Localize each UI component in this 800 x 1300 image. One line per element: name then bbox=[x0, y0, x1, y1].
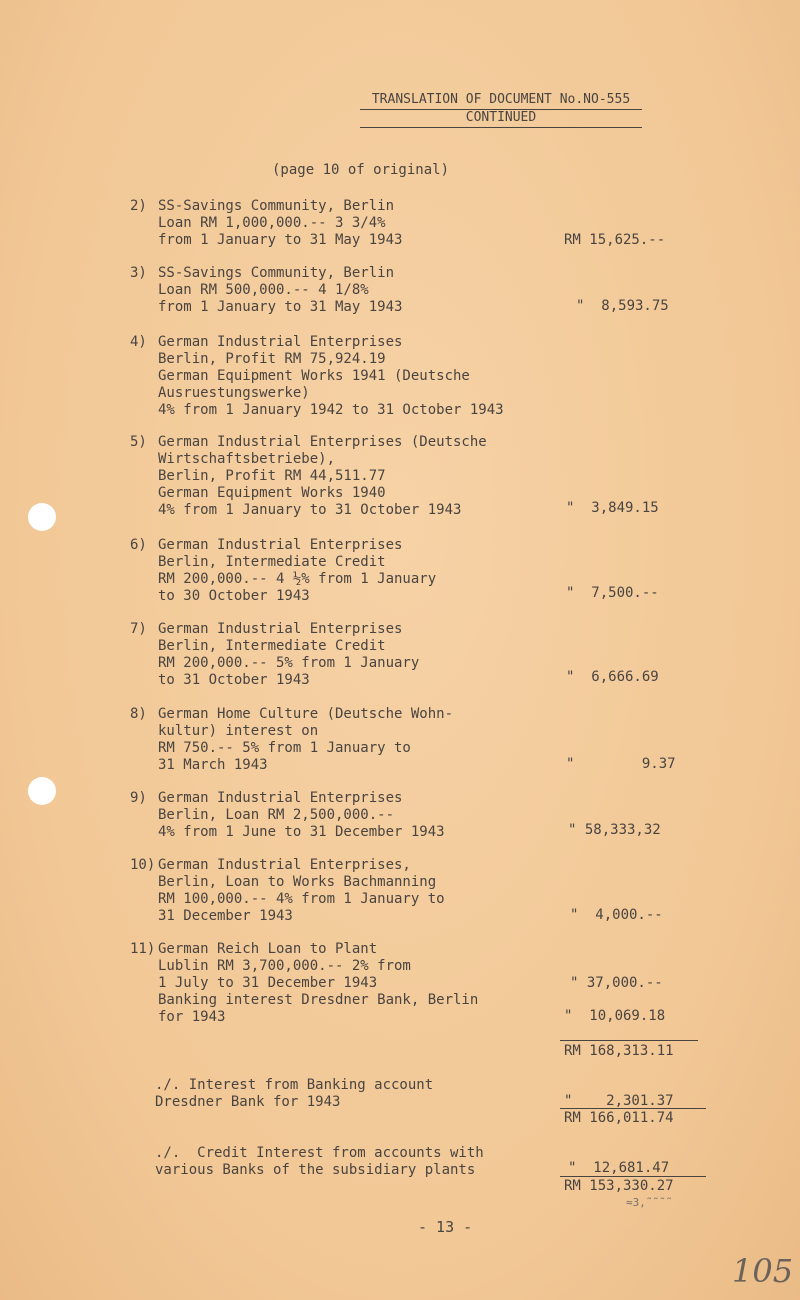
page-note: (page 10 of original) bbox=[272, 162, 450, 178]
entry-line: German Industrial Enterprises, bbox=[158, 857, 411, 873]
entry-amount: " 37,000.-- bbox=[570, 975, 663, 991]
deduction-line: Dresdner Bank for 1943 bbox=[155, 1094, 341, 1110]
entry-line: to 30 October 1943 bbox=[158, 588, 310, 604]
deduction-2-text bbox=[155, 1145, 484, 1179]
entry-4 bbox=[130, 334, 590, 419]
entry-line: 4% from 1 June to 31 December 1943 bbox=[158, 824, 445, 840]
entry-line: RM 200,000.-- 5% from 1 January bbox=[158, 655, 420, 671]
deduction-line: ./. Credit Interest from accounts with bbox=[155, 1145, 484, 1161]
entry-line: 31 December 1943 bbox=[158, 908, 293, 924]
entry-number: 6) bbox=[130, 537, 147, 553]
entry-number: 11) bbox=[130, 941, 156, 957]
entry-line: 31 March 1943 bbox=[158, 757, 268, 773]
entry-6 bbox=[130, 537, 590, 605]
entry-number: 3) bbox=[130, 265, 147, 281]
deduction-2-amount: " 12,681.47 bbox=[568, 1160, 670, 1176]
entry-amount: " 8,593.75 bbox=[576, 298, 669, 314]
entry-amount: " 7,500.-- bbox=[566, 585, 659, 601]
entry-number: 7) bbox=[130, 621, 147, 637]
entry-line: German Industrial Enterprises bbox=[158, 537, 403, 553]
entry-line: German Equipment Works 1941 (Deutsche bbox=[158, 368, 470, 384]
entry-line: 1 July to 31 December 1943 bbox=[158, 975, 378, 991]
entry-line: Berlin, Profit RM 44,511.77 bbox=[158, 468, 386, 484]
entry-line: Berlin, Loan RM 2,500,000.-- bbox=[158, 807, 395, 823]
entry-line: 4% from 1 January 1942 to 31 October 1943 bbox=[158, 402, 504, 418]
header-title: TRANSLATION OF DOCUMENT No.NO-555 bbox=[360, 92, 642, 110]
entry-line: 4% from 1 January to 31 October 1943 bbox=[158, 502, 462, 518]
deduction-1-text bbox=[155, 1077, 433, 1111]
entry-line: Berlin, Intermediate Credit bbox=[158, 554, 386, 570]
entry-line: German Industrial Enterprises (Deutsche bbox=[158, 434, 487, 450]
entry-line: RM 750.-- 5% from 1 January to bbox=[158, 740, 411, 756]
entry-number: 5) bbox=[130, 434, 147, 450]
entry-line: to 31 October 1943 bbox=[158, 672, 310, 688]
entry-line: German Industrial Enterprises bbox=[158, 334, 403, 350]
entry-line: Loan RM 1,000,000.-- 3 3/4% bbox=[158, 215, 386, 231]
subtotal-rule bbox=[560, 1040, 698, 1041]
deduction-2-result: RM 153,330.27 bbox=[564, 1178, 674, 1194]
entry-number: 9) bbox=[130, 790, 147, 806]
document-header bbox=[360, 92, 642, 128]
deduction-1-result: RM 166,011.74 bbox=[564, 1110, 674, 1126]
handwritten-number: 105 bbox=[732, 1252, 794, 1290]
entry-line: for 1943 bbox=[158, 1009, 226, 1025]
punch-hole bbox=[28, 503, 56, 531]
entry-11 bbox=[130, 941, 590, 1026]
entry-line: Berlin, Profit RM 75,924.19 bbox=[158, 351, 386, 367]
entry-line: Wirtschaftsbetriebe), bbox=[158, 451, 336, 467]
entry-line: from 1 January to 31 May 1943 bbox=[158, 299, 403, 315]
entry-amount: " 9.37 bbox=[566, 756, 676, 772]
entry-3 bbox=[130, 265, 590, 316]
entry-9 bbox=[130, 790, 590, 841]
subtotal-amount: RM 168,313.11 bbox=[564, 1043, 674, 1059]
entry-line: Berlin, Loan to Works Bachmanning bbox=[158, 874, 437, 890]
entry-line: RM 200,000.-- 4 ½% from 1 January bbox=[158, 571, 437, 587]
entry-amount: RM 15,625.-- bbox=[564, 232, 666, 248]
entry-amount: " 6,666.69 bbox=[566, 669, 659, 685]
entry-2 bbox=[130, 198, 590, 249]
entry-line: from 1 January to 31 May 1943 bbox=[158, 232, 403, 248]
punch-hole bbox=[28, 777, 56, 805]
entry-line: Ausruestungswerke) bbox=[158, 385, 310, 401]
entry-amount: " 58,333,32 bbox=[568, 822, 661, 838]
entry-10 bbox=[130, 857, 590, 925]
entry-amount: " 4,000.-- bbox=[570, 907, 663, 923]
entry-line: German Equipment Works 1940 bbox=[158, 485, 386, 501]
deduction-2-rule bbox=[560, 1176, 706, 1177]
deduction-line: ./. Interest from Banking account bbox=[155, 1077, 434, 1093]
entry-line: Berlin, Intermediate Credit bbox=[158, 638, 386, 654]
pencil-scribble: ≈3,̃ ̃ ̃ ̃ bbox=[626, 1196, 666, 1209]
entry-number: 10) bbox=[130, 857, 156, 873]
entry-line: Loan RM 500,000.-- 4 1/8% bbox=[158, 282, 369, 298]
header-continued: CONTINUED bbox=[360, 110, 642, 128]
deduction-1-rule bbox=[560, 1108, 706, 1109]
entry-line: Lublin RM 3,700,000.-- 2% from bbox=[158, 958, 411, 974]
page-number: - 13 - bbox=[418, 1218, 473, 1236]
entry-line: RM 100,000.-- 4% from 1 January to bbox=[158, 891, 445, 907]
entry-5 bbox=[130, 434, 590, 519]
entry-line: German Industrial Enterprises bbox=[158, 790, 403, 806]
entry-number: 8) bbox=[130, 706, 147, 722]
entry-line: German Reich Loan to Plant bbox=[158, 941, 378, 957]
deduction-1-amount: " 2,301.37 bbox=[564, 1093, 674, 1109]
deduction-line: various Banks of the subsidiary plants bbox=[155, 1162, 476, 1178]
entry-line: German Home Culture (Deutsche Wohn- bbox=[158, 706, 454, 722]
entry-8 bbox=[130, 706, 590, 774]
entry-7 bbox=[130, 621, 590, 689]
entry-number: 4) bbox=[130, 334, 147, 350]
entry-line: German Industrial Enterprises bbox=[158, 621, 403, 637]
entry-amount-banking: " 10,069.18 bbox=[564, 1008, 666, 1024]
entry-line: kultur) interest on bbox=[158, 723, 319, 739]
entry-amount: " 3,849.15 bbox=[566, 500, 659, 516]
entry-number: 2) bbox=[130, 198, 147, 214]
entry-line: SS-Savings Community, Berlin bbox=[158, 265, 395, 281]
entry-line: SS-Savings Community, Berlin bbox=[158, 198, 395, 214]
entry-line: Banking interest Dresdner Bank, Berlin bbox=[158, 992, 479, 1008]
